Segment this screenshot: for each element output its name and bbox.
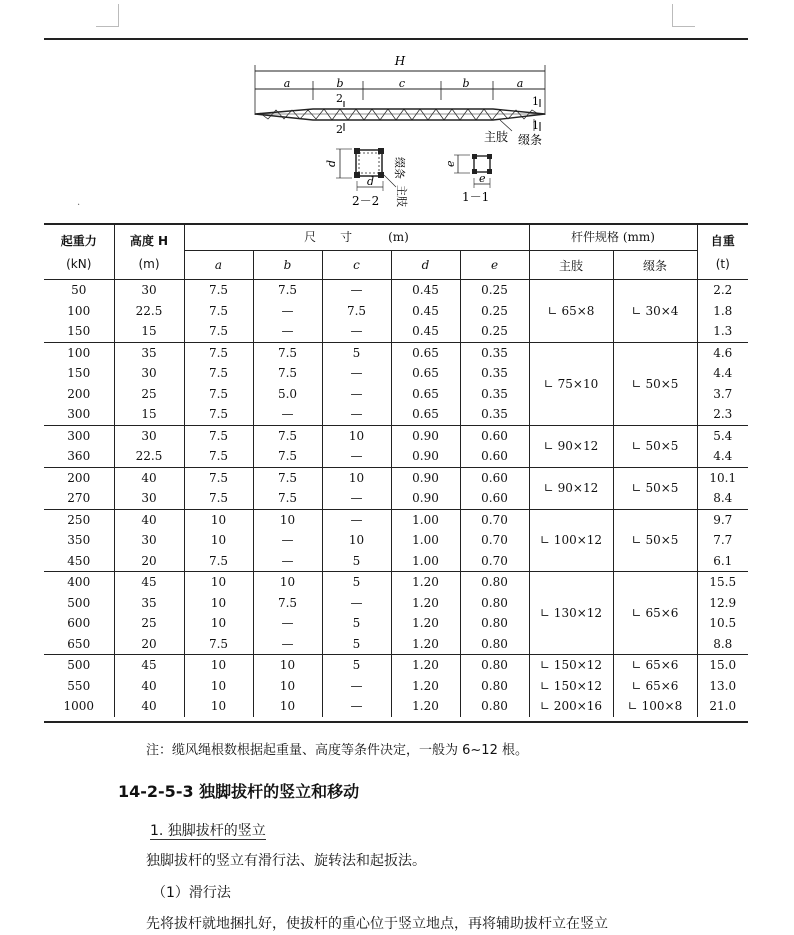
table-row <box>44 509 748 530</box>
header-capacity <box>44 223 114 280</box>
cell-e: 0.25 <box>460 321 529 342</box>
section-1-caption: 1－1 <box>462 190 490 204</box>
section-2-d-horizontal: d <box>367 175 375 188</box>
cell-c: — <box>322 363 391 384</box>
cell-capacity: 500 <box>44 593 114 614</box>
cell-capacity: 550 <box>44 676 114 697</box>
cell-height: 35 <box>114 593 184 614</box>
cell-weight: 10.1 <box>709 470 737 485</box>
scan-speck: . <box>77 197 81 208</box>
cell-height: 45 <box>114 655 184 676</box>
subheading-1 <box>150 820 266 840</box>
section-2-caption: 2－2 <box>352 194 380 208</box>
cell-weight: 5.4 <box>713 428 733 443</box>
cell-b: 7.5 <box>253 446 322 467</box>
cell-lacing: ∟ 50×5 <box>613 467 697 509</box>
dim-b-right: b <box>462 77 470 90</box>
cell-c: — <box>322 280 391 301</box>
cell-b: — <box>253 321 322 342</box>
cell-c: 5 <box>322 634 391 655</box>
cell-weight: 1.8 <box>713 303 733 318</box>
dim-a-left: a <box>283 77 291 90</box>
cell-a: 7.5 <box>184 425 253 446</box>
table-row <box>44 572 748 593</box>
page-corner-mark-right <box>672 4 695 27</box>
header-c: c <box>322 251 391 280</box>
label-lacing: 缀条 <box>518 133 543 147</box>
cell-capacity: 270 <box>44 488 114 509</box>
cell-b: 7.5 <box>253 467 322 488</box>
table-row <box>44 655 748 676</box>
cell-height: 35 <box>114 342 184 363</box>
dim-a-right: a <box>516 77 524 90</box>
cell-height: 15 <box>114 321 184 342</box>
cell-e: 0.60 <box>460 425 529 446</box>
cell-height: 40 <box>114 509 184 530</box>
cell-c: — <box>322 384 391 405</box>
cell-height: 30 <box>114 530 184 551</box>
cell-e: 0.25 <box>460 280 529 301</box>
cell-a: 7.5 <box>184 488 253 509</box>
table-row <box>44 425 748 446</box>
header-rule <box>44 38 748 40</box>
cell-weight: 1.3 <box>697 321 748 342</box>
cell-d: 1.20 <box>391 613 460 634</box>
cell-e: 0.35 <box>460 384 529 405</box>
cell-b: — <box>253 530 322 551</box>
cell-e: 0.80 <box>460 634 529 655</box>
cell-a: 7.5 <box>184 363 253 384</box>
cell-main-member: ∟ 90×12 <box>529 467 613 509</box>
cell-weight: 6.1 <box>697 551 748 572</box>
cell-lacing: ∟ 50×5 <box>613 509 697 572</box>
cell-capacity: 100 <box>44 301 114 322</box>
cell-a: 10 <box>184 572 253 593</box>
cell-e: 0.80 <box>460 676 529 697</box>
cell-b: 7.5 <box>253 342 322 363</box>
table-row <box>44 342 748 363</box>
cell-e: 0.35 <box>460 404 529 425</box>
header-a: a <box>184 251 253 280</box>
cell-a: 7.5 <box>184 384 253 405</box>
cell-d: 0.90 <box>391 425 460 446</box>
cell-weight: 8.4 <box>697 488 748 509</box>
table-row <box>44 696 748 717</box>
header-height-unit: (m) <box>138 256 160 271</box>
cell-e: 0.35 <box>460 342 529 363</box>
cell-e: 0.35 <box>460 363 529 384</box>
cell-a: 10 <box>184 613 253 634</box>
cell-b: 7.5 <box>253 488 322 509</box>
cell-c: — <box>322 676 391 697</box>
cell-height: 45 <box>114 572 184 593</box>
cell-weight: 15.0 <box>709 658 737 673</box>
cell-capacity: 250 <box>44 509 114 530</box>
header-lacing: 缀条 <box>613 251 697 280</box>
cell-capacity: 200 <box>44 384 114 405</box>
cell-capacity: 150 <box>44 363 114 384</box>
cell-weight: 12.9 <box>709 595 737 610</box>
cell-b: 10 <box>253 572 322 593</box>
cell-a: 10 <box>184 676 253 697</box>
cell-d: 0.65 <box>391 404 460 425</box>
header-b: b <box>253 251 322 280</box>
cell-e: 0.70 <box>460 551 529 572</box>
header-dimensions: 尺 寸 (m) <box>184 223 529 251</box>
cell-d: 0.45 <box>391 301 460 322</box>
cell-a: 7.5 <box>184 301 253 322</box>
cell-a: 7.5 <box>184 467 253 488</box>
cell-lacing: ∟ 30×4 <box>613 280 697 343</box>
cell-e: 0.80 <box>460 613 529 634</box>
header-members: 杆件规格 (mm) <box>529 223 697 251</box>
cell-e: 0.80 <box>460 696 529 717</box>
cell-weight: 7.7 <box>713 533 733 548</box>
cell-height: 30 <box>114 363 184 384</box>
cell-height: 40 <box>114 696 184 717</box>
cell-b: 10 <box>253 655 322 676</box>
section-1-e-horizontal: e <box>479 172 486 185</box>
cell-capacity: 300 <box>44 404 114 425</box>
section-mark-2-bottom: 2 <box>336 123 343 136</box>
cell-capacity: 650 <box>44 634 114 655</box>
cell-capacity: 150 <box>44 321 114 342</box>
cell-weight: 15.5 <box>709 575 737 590</box>
cell-d: 1.20 <box>391 593 460 614</box>
cell-capacity: 50 <box>44 280 114 301</box>
cell-lacing: ∟ 65×6 <box>613 572 697 655</box>
header-main-member: 主肢 <box>529 251 613 280</box>
cell-height: 40 <box>114 467 184 488</box>
cell-lacing: ∟ 65×6 <box>613 676 697 697</box>
cell-e: 0.80 <box>460 593 529 614</box>
cell-e: 0.70 <box>460 530 529 551</box>
cell-e: 0.80 <box>460 572 529 593</box>
cell-d: 0.90 <box>391 467 460 488</box>
cell-d: 1.20 <box>391 634 460 655</box>
cell-c: — <box>322 321 391 342</box>
cell-capacity: 600 <box>44 613 114 634</box>
cell-weight: 13.0 <box>709 678 737 693</box>
cell-capacity: 400 <box>44 572 114 593</box>
cell-a: 10 <box>184 509 253 530</box>
cell-a: 10 <box>184 696 253 717</box>
section-2-d-vertical: d <box>325 159 338 167</box>
cell-d: 0.65 <box>391 384 460 405</box>
cell-main-member: ∟ 150×12 <box>529 655 613 676</box>
cell-weight: 4.4 <box>713 366 733 381</box>
cell-d: 1.00 <box>391 530 460 551</box>
cell-b: — <box>253 551 322 572</box>
cell-capacity: 450 <box>44 551 114 572</box>
cell-a: 10 <box>184 530 253 551</box>
cell-d: 0.65 <box>391 342 460 363</box>
cell-capacity: 100 <box>44 342 114 363</box>
section-1-1 <box>444 154 492 204</box>
cell-lacing: ∟ 50×5 <box>613 425 697 467</box>
cell-a: 7.5 <box>184 634 253 655</box>
cell-d: 1.00 <box>391 509 460 530</box>
cell-height: 25 <box>114 613 184 634</box>
cell-height: 22.5 <box>114 301 184 322</box>
cell-c: 10 <box>322 530 391 551</box>
section-mark-1-top: 1 <box>532 95 539 108</box>
cell-weight: 21.0 <box>709 699 737 714</box>
cell-a: 7.5 <box>184 446 253 467</box>
cell-d: 1.00 <box>391 551 460 572</box>
dim-H-label: H <box>394 54 406 68</box>
cell-height: 15 <box>114 404 184 425</box>
table-row <box>44 280 748 301</box>
cell-d: 1.20 <box>391 655 460 676</box>
cell-c: 7.5 <box>322 301 391 322</box>
cell-b: 10 <box>253 676 322 697</box>
cell-b: 7.5 <box>253 280 322 301</box>
cell-weight: 4.4 <box>697 446 748 467</box>
header-capacity-unit: (kN) <box>66 256 92 271</box>
cell-height: 30 <box>114 425 184 446</box>
cell-b: 10 <box>253 509 322 530</box>
cell-b: 5.0 <box>253 384 322 405</box>
cell-d: 1.20 <box>391 572 460 593</box>
header-weight <box>697 223 748 280</box>
table-row <box>44 676 748 697</box>
cell-height: 30 <box>114 488 184 509</box>
cell-c: 10 <box>322 467 391 488</box>
cell-height: 40 <box>114 676 184 697</box>
mast-spec-table <box>44 223 748 717</box>
cell-d: 1.20 <box>391 676 460 697</box>
cell-height: 25 <box>114 384 184 405</box>
cell-weight: 3.7 <box>713 386 733 401</box>
cell-d: 0.90 <box>391 488 460 509</box>
cell-weight: 2.3 <box>697 404 748 425</box>
cell-a: 7.5 <box>184 280 253 301</box>
dim-c: c <box>398 77 406 90</box>
cell-c: 5 <box>322 551 391 572</box>
cell-main-member: ∟ 150×12 <box>529 676 613 697</box>
cell-c: 5 <box>322 342 391 363</box>
cell-height: 20 <box>114 551 184 572</box>
cell-main-member: ∟ 75×10 <box>529 342 613 425</box>
cell-c: — <box>322 593 391 614</box>
header-capacity-label: 起重力 <box>60 233 97 248</box>
cell-e: 0.60 <box>460 446 529 467</box>
cell-weight: 8.8 <box>697 634 748 655</box>
cell-b: — <box>253 301 322 322</box>
cell-d: 1.20 <box>391 696 460 717</box>
mast-diagram <box>200 45 560 215</box>
subheading-2: （1）滑行法 <box>152 885 231 901</box>
cell-capacity: 350 <box>44 530 114 551</box>
subheading-1-text: 1. 独脚拔杆的竖立 <box>150 823 266 839</box>
cell-b: 10 <box>253 696 322 717</box>
page-corner-mark-left <box>96 4 119 27</box>
cell-weight: 9.7 <box>713 512 733 527</box>
cell-c: 10 <box>322 425 391 446</box>
cell-b: 7.5 <box>253 363 322 384</box>
dim-b-left: b <box>336 77 344 90</box>
cell-b: 7.5 <box>253 593 322 614</box>
cell-c: — <box>322 488 391 509</box>
cell-c: — <box>322 446 391 467</box>
cell-main-member: ∟ 90×12 <box>529 425 613 467</box>
header-height-label: 高度 H <box>129 233 169 248</box>
cell-capacity: 1000 <box>44 696 114 717</box>
cell-capacity: 300 <box>44 425 114 446</box>
label-main-member: 主肢 <box>484 130 509 144</box>
cell-c: 5 <box>322 613 391 634</box>
cell-capacity: 500 <box>44 655 114 676</box>
cell-a: 7.5 <box>184 342 253 363</box>
cell-b: — <box>253 613 322 634</box>
cell-e: 0.25 <box>460 301 529 322</box>
section-1-e-vertical: e <box>444 160 457 167</box>
cell-d: 0.45 <box>391 321 460 342</box>
cell-capacity: 360 <box>44 446 114 467</box>
cell-b: — <box>253 634 322 655</box>
cell-main-member: ∟ 200×16 <box>529 696 613 717</box>
section-mark-1-bottom: 1 <box>532 119 539 132</box>
cell-height: 20 <box>114 634 184 655</box>
cell-weight: 10.5 <box>709 616 737 631</box>
table-row <box>44 467 748 488</box>
cell-capacity: 200 <box>44 467 114 488</box>
cell-c: 5 <box>322 655 391 676</box>
section-mark-2-top: 2 <box>336 92 343 105</box>
cell-b: 7.5 <box>253 425 322 446</box>
header-weight-label: 自重 <box>710 233 735 248</box>
header-e: e <box>460 251 529 280</box>
cell-lacing: ∟ 50×5 <box>613 342 697 425</box>
cell-a: 10 <box>184 655 253 676</box>
section-2-main-label: 主肢 <box>395 185 408 207</box>
section-heading: 14-2-5-3 独脚拔杆的竖立和移动 <box>118 782 360 801</box>
cell-height: 30 <box>114 280 184 301</box>
cell-a: 7.5 <box>184 404 253 425</box>
cell-d: 0.45 <box>391 280 460 301</box>
cell-main-member: ∟ 130×12 <box>529 572 613 655</box>
cell-lacing: ∟ 100×8 <box>613 696 697 717</box>
cell-main-member: ∟ 65×8 <box>529 280 613 343</box>
cell-b: — <box>253 404 322 425</box>
cell-d: 0.65 <box>391 363 460 384</box>
paragraph-2: 先将拔杆就地捆扎好，使拔杆的重心位于竖立地点，再将辅助拔杆立在竖立 <box>146 916 608 932</box>
cell-c: — <box>322 696 391 717</box>
cell-a: 10 <box>184 593 253 614</box>
header-height <box>114 223 184 280</box>
cell-c: 5 <box>322 572 391 593</box>
cell-e: 0.60 <box>460 467 529 488</box>
cell-d: 0.90 <box>391 446 460 467</box>
cell-a: 7.5 <box>184 551 253 572</box>
paragraph-1: 独脚拔杆的竖立有滑行法、旋转法和起扳法。 <box>146 853 426 869</box>
cell-a: 7.5 <box>184 321 253 342</box>
cell-e: 0.70 <box>460 509 529 530</box>
cell-c: — <box>322 509 391 530</box>
cell-lacing: ∟ 65×6 <box>613 655 697 676</box>
section-2-2 <box>325 148 409 208</box>
header-d: d <box>391 251 460 280</box>
cell-e: 0.80 <box>460 655 529 676</box>
cell-weight: 4.6 <box>713 345 733 360</box>
header-weight-unit: (t) <box>715 256 730 271</box>
cell-weight: 2.2 <box>713 283 733 298</box>
cell-main-member: ∟ 100×12 <box>529 509 613 572</box>
cell-e: 0.60 <box>460 488 529 509</box>
section-2-lace-label: 缀条 <box>393 157 406 179</box>
cell-c: — <box>322 404 391 425</box>
table-note: 注：缆风绳根数根据起重量、高度等条件决定，一般为 6~12 根。 <box>146 743 528 758</box>
cell-height: 22.5 <box>114 446 184 467</box>
